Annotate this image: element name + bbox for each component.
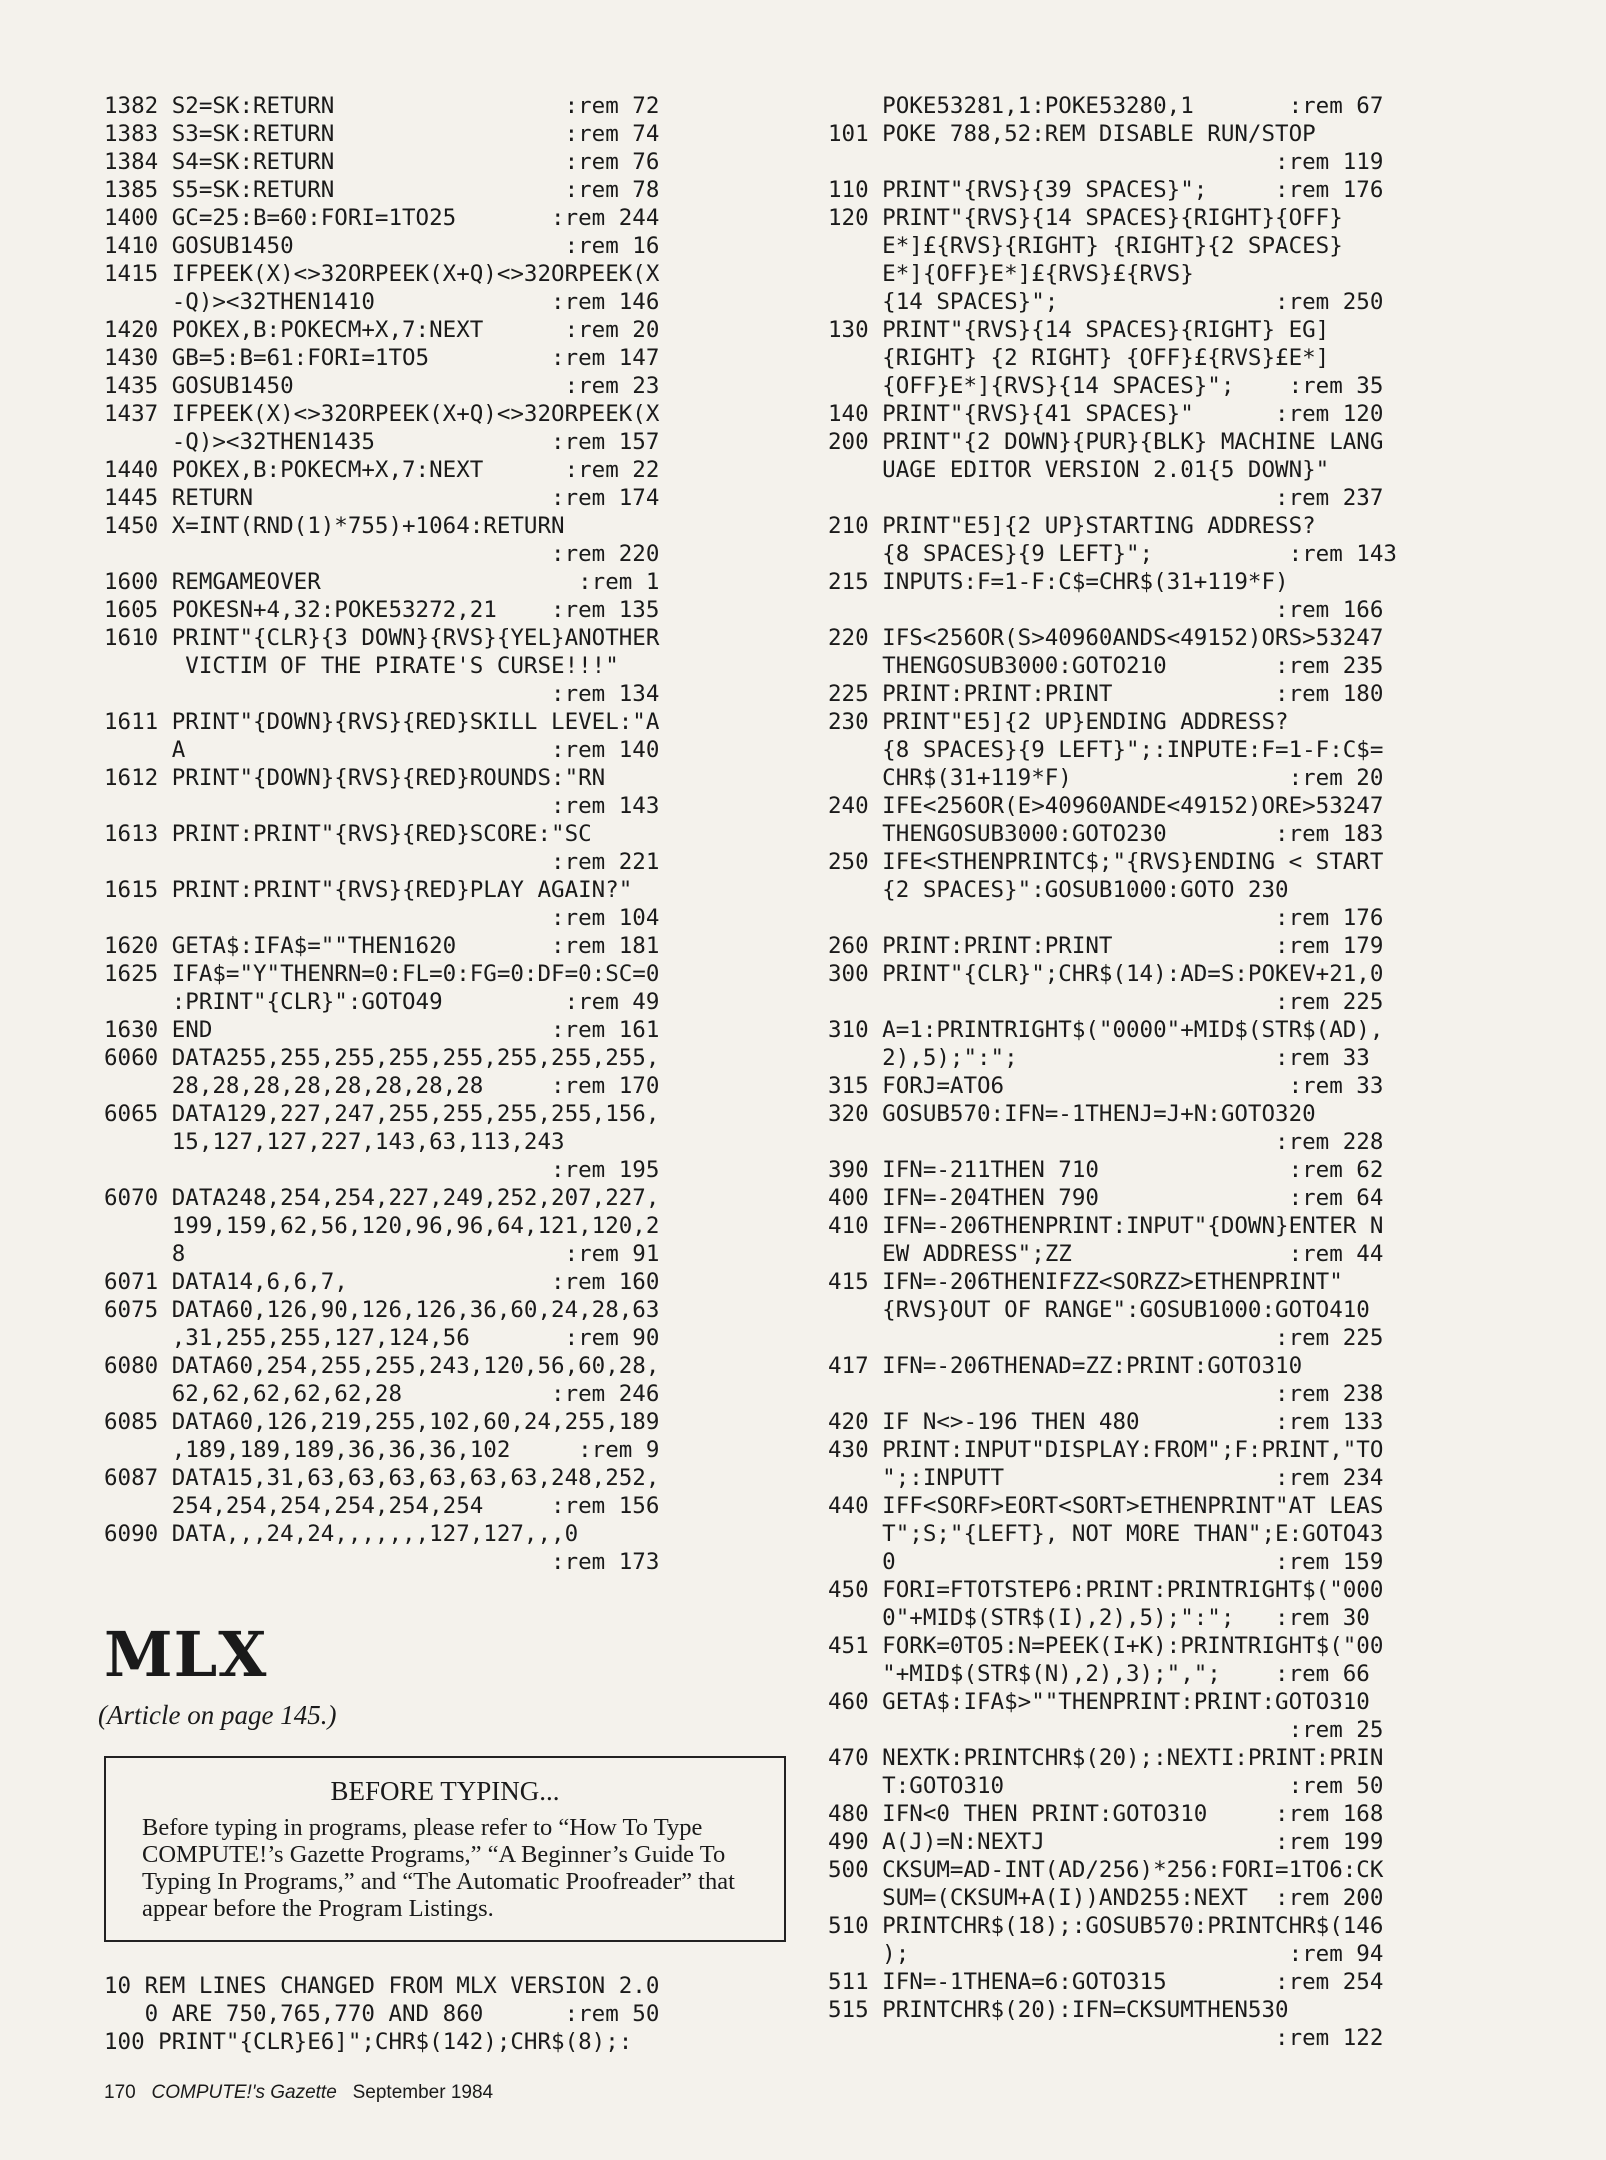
code-line: 1600 REMGAMEOVER :rem 1 xyxy=(104,569,660,595)
code-line: 420 IF N<>-196 THEN 480 :rem 133 xyxy=(828,1409,1384,1435)
code-line: 1630 END :rem 161 xyxy=(104,1017,660,1043)
code-line: E*]{OFF}E*]£{RVS}£{RVS} xyxy=(828,261,1194,287)
left-column xyxy=(98,92,794,2056)
code-line: 470 NEXTK:PRINTCHR$(20);:NEXTI:PRINT:PRIN xyxy=(828,1745,1384,1771)
code-line: 8 :rem 91 xyxy=(104,1241,660,1267)
code-line: 1410 GOSUB1450 :rem 16 xyxy=(104,233,660,259)
section-title: MLX xyxy=(104,1618,268,1691)
code-line: 1435 GOSUB1450 :rem 23 xyxy=(104,373,660,399)
code-line: 6071 DATA14,6,6,7, :rem 160 xyxy=(104,1269,660,1295)
code-line: 6060 DATA255,255,255,255,255,255,255,255, xyxy=(104,1045,660,1071)
code-line: {RIGHT} {2 RIGHT} {OFF}£{RVS}£E*] xyxy=(828,345,1330,371)
code-line: :rem 237 xyxy=(828,485,1384,511)
code-line: 6075 DATA60,126,90,126,126,36,60,24,28,63 xyxy=(104,1297,660,1323)
code-line: 315 FORJ=ATO6 :rem 33 xyxy=(828,1073,1384,1099)
code-line: 1450 X=INT(RND(1)*755)+1064:RETURN xyxy=(104,513,565,539)
code-line: 6065 DATA129,227,247,255,255,255,255,156, xyxy=(104,1101,660,1127)
article-reference: (Article on page 145.) xyxy=(98,1700,337,1730)
code-line: :rem 228 xyxy=(828,1129,1384,1155)
code-line: :rem 221 xyxy=(104,849,660,875)
page-footer xyxy=(104,2082,493,2104)
code-line: 410 IFN=-206THENPRINT:INPUT"{DOWN}ENTER N xyxy=(828,1213,1384,1239)
code-line: 300 PRINT"{CLR}";CHR$(14):AD=S:POKEV+21,0 xyxy=(828,961,1384,987)
code-line: :rem 238 xyxy=(828,1381,1384,1407)
code-line: 417 IFN=-206THENAD=ZZ:PRINT:GOTO310 xyxy=(828,1353,1303,1379)
before-typing-box xyxy=(104,1756,786,1942)
code-line: 1384 S4=SK:RETURN :rem 76 xyxy=(104,149,660,175)
code-line: 320 GOSUB570:IFN=-1THENJ=J+N:GOTO320 xyxy=(828,1101,1316,1127)
code-line: 10 REM LINES CHANGED FROM MLX VERSION 2.0 xyxy=(104,1973,660,1999)
code-line: -Q)><32THEN1410 :rem 146 xyxy=(104,289,660,315)
program-listing-mlx xyxy=(828,92,1508,2052)
code-line: :PRINT"{CLR}":GOTO49 :rem 49 xyxy=(104,989,660,1015)
code-line: THENGOSUB3000:GOTO210 :rem 235 xyxy=(828,653,1384,679)
code-line: 1383 S3=SK:RETURN :rem 74 xyxy=(104,121,660,147)
issue-date: September 1984 xyxy=(352,2082,494,2103)
code-line: ,189,189,189,36,36,36,102 :rem 9 xyxy=(104,1437,660,1463)
code-line: 1610 PRINT"{CLR}{3 DOWN}{RVS}{YEL}ANOTHER xyxy=(104,625,660,651)
code-line: {8 SPACES}{9 LEFT}"; :rem 143 xyxy=(828,541,1397,567)
code-line: 0 ARE 750,765,770 AND 860 :rem 50 xyxy=(104,2001,660,2027)
code-line: :rem 166 xyxy=(828,597,1384,623)
code-line: 510 PRINTCHR$(18);:GOSUB570:PRINTCHR$(146 xyxy=(828,1913,1384,1939)
code-line: T:GOTO310 :rem 50 xyxy=(828,1773,1384,1799)
code-line: :rem 25 xyxy=(828,1717,1384,1743)
code-line: 6090 DATA,,,24,24,,,,,,,127,127,,,0 xyxy=(104,1521,579,1547)
code-line: 2),5);":"; :rem 33 xyxy=(828,1045,1370,1071)
code-line: 1620 GETA$:IFA$=""THEN1620 :rem 181 xyxy=(104,933,660,959)
code-line: 1611 PRINT"{DOWN}{RVS}{RED}SKILL LEVEL:"A xyxy=(104,709,660,735)
code-line: {2 SPACES}":GOSUB1000:GOTO 230 xyxy=(828,877,1289,903)
code-line: 1605 POKESN+4,32:POKE53272,21 :rem 135 xyxy=(104,597,660,623)
code-line: 1625 IFA$="Y"THENRN=0:FL=0:FG=0:DF=0:SC=0 xyxy=(104,961,660,987)
code-line: THENGOSUB3000:GOTO230 :rem 183 xyxy=(828,821,1384,847)
code-line: -Q)><32THEN1435 :rem 157 xyxy=(104,429,660,455)
code-line: 15,127,127,227,143,63,113,243 xyxy=(104,1129,565,1155)
code-line: 460 GETA$:IFA$>""THENPRINT:PRINT:GOTO310 xyxy=(828,1689,1370,1715)
code-line: 140 PRINT"{RVS}{41 SPACES}" :rem 120 xyxy=(828,401,1384,427)
code-line: POKE53281,1:POKE53280,1 :rem 67 xyxy=(828,93,1384,119)
code-line: 1440 POKEX,B:POKECM+X,7:NEXT :rem 22 xyxy=(104,457,660,483)
code-line: 215 INPUTS:F=1-F:C$=CHR$(31+119*F) xyxy=(828,569,1289,595)
code-line: VICTIM OF THE PIRATE'S CURSE!!!" xyxy=(104,653,619,679)
code-line: :rem 195 xyxy=(104,1157,660,1183)
code-line: :rem 225 xyxy=(828,1325,1384,1351)
code-line: 1437 IFPEEK(X)<>32ORPEEK(X+Q)<>32ORPEEK(X xyxy=(104,401,660,427)
code-line: 451 FORK=0TO5:N=PEEK(I+K):PRINTRIGHT$("00 xyxy=(828,1633,1384,1659)
code-line: 415 IFN=-206THENIFZZ<SORZZ>ETHENPRINT" xyxy=(828,1269,1343,1295)
code-line: 210 PRINT"E5]{2 UP}STARTING ADDRESS? xyxy=(828,513,1316,539)
code-line: 450 FORI=FTOTSTEP6:PRINT:PRINTRIGHT$("000 xyxy=(828,1577,1384,1603)
code-line: 199,159,62,56,120,96,96,64,121,120,2 xyxy=(104,1213,660,1239)
code-line: :rem 119 xyxy=(828,149,1384,175)
code-line: 1615 PRINT:PRINT"{RVS}{RED}PLAY AGAIN?" xyxy=(104,877,633,903)
code-line: 220 IFS<256OR(S>40960ANDS<49152)ORS>53247 xyxy=(828,625,1384,651)
code-line: :rem 176 xyxy=(828,905,1384,931)
code-line: 6080 DATA60,254,255,255,243,120,56,60,28, xyxy=(104,1353,660,1379)
program-listing-game xyxy=(104,92,794,1576)
code-line: 110 PRINT"{RVS}{39 SPACES}"; :rem 176 xyxy=(828,177,1384,203)
code-line: :rem 122 xyxy=(828,2025,1384,2051)
code-line: {OFF}E*]{RVS}{14 SPACES}"; :rem 35 xyxy=(828,373,1384,399)
code-line: 6087 DATA15,31,63,63,63,63,63,63,248,252, xyxy=(104,1465,660,1491)
code-line: 310 A=1:PRINTRIGHT$("0000"+MID$(STR$(AD), xyxy=(828,1017,1384,1043)
code-line: :rem 225 xyxy=(828,989,1384,1015)
code-line: ";:INPUTT :rem 234 xyxy=(828,1465,1384,1491)
code-line: 1430 GB=5:B=61:FORI=1TO5 :rem 147 xyxy=(104,345,660,371)
code-line: "+MID$(STR$(N),2),3);","; :rem 66 xyxy=(828,1661,1370,1687)
code-line: A :rem 140 xyxy=(104,737,660,763)
code-line: 101 POKE 788,52:REM DISABLE RUN/STOP xyxy=(828,121,1316,147)
right-column xyxy=(828,92,1508,2052)
code-line: 480 IFN<0 THEN PRINT:GOTO310 :rem 168 xyxy=(828,1801,1384,1827)
code-line: 511 IFN=-1THENA=6:GOTO315 :rem 254 xyxy=(828,1969,1384,1995)
code-line: ); :rem 94 xyxy=(828,1941,1384,1967)
code-line: 6070 DATA248,254,254,227,249,252,207,227, xyxy=(104,1185,660,1211)
code-line: 400 IFN=-204THEN 790 :rem 64 xyxy=(828,1185,1384,1211)
code-line: 430 PRINT:INPUT"DISPLAY:FROM";F:PRINT,"TO xyxy=(828,1437,1384,1463)
code-line: 1613 PRINT:PRINT"{RVS}{RED}SCORE:"SC xyxy=(104,821,592,847)
page-number: 170 xyxy=(104,2082,136,2103)
box-title: BEFORE TYPING... xyxy=(330,1776,560,1806)
code-line: 6085 DATA60,126,219,255,102,60,24,255,189 xyxy=(104,1409,660,1435)
code-line: EW ADDRESS";ZZ :rem 44 xyxy=(828,1241,1384,1267)
code-line: 1415 IFPEEK(X)<>32ORPEEK(X+Q)<>32ORPEEK(X xyxy=(104,261,660,287)
code-line: 130 PRINT"{RVS}{14 SPACES}{RIGHT} EG] xyxy=(828,317,1330,343)
code-line: 260 PRINT:PRINT:PRINT :rem 179 xyxy=(828,933,1384,959)
code-line: 28,28,28,28,28,28,28,28 :rem 170 xyxy=(104,1073,660,1099)
code-line: :rem 134 xyxy=(104,681,660,707)
code-line: :rem 220 xyxy=(104,541,660,567)
code-line: 1445 RETURN :rem 174 xyxy=(104,485,660,511)
code-line: UAGE EDITOR VERSION 2.01{5 DOWN}" xyxy=(828,457,1330,483)
code-line: 254,254,254,254,254,254 :rem 156 xyxy=(104,1493,660,1519)
code-line: 1420 POKEX,B:POKECM+X,7:NEXT :rem 20 xyxy=(104,317,660,343)
code-line: 100 PRINT"{CLR}E6]";CHR$(142);CHR$(8);: xyxy=(104,2029,633,2055)
code-line: {14 SPACES}"; :rem 250 xyxy=(828,289,1384,315)
code-line: 120 PRINT"{RVS}{14 SPACES}{RIGHT}{OFF} xyxy=(828,205,1343,231)
code-line: SUM=(CKSUM+A(I))AND255:NEXT :rem 200 xyxy=(828,1885,1384,1911)
code-line: CHR$(31+119*F) :rem 20 xyxy=(828,765,1384,791)
code-line: 1612 PRINT"{DOWN}{RVS}{RED}ROUNDS:"RN xyxy=(104,765,606,791)
code-line: 62,62,62,62,62,28 :rem 246 xyxy=(104,1381,660,1407)
publication-name: COMPUTE!'s Gazette xyxy=(151,2082,337,2103)
code-line: 230 PRINT"E5]{2 UP}ENDING ADDRESS? xyxy=(828,709,1289,735)
code-line: 200 PRINT"{2 DOWN}{PUR}{BLK} MACHINE LANG xyxy=(828,429,1384,455)
code-line: 1385 S5=SK:RETURN :rem 78 xyxy=(104,177,660,203)
code-line: :rem 173 xyxy=(104,1549,660,1575)
code-line: 250 IFE<STHENPRINTC$;"{RVS}ENDING < START xyxy=(828,849,1384,875)
program-listing-mlx-start xyxy=(104,1972,794,2056)
code-line: 0 :rem 159 xyxy=(828,1549,1384,1575)
code-line: 390 IFN=-211THEN 710 :rem 62 xyxy=(828,1157,1384,1183)
code-line: 240 IFE<256OR(E>40960ANDE<49152)ORE>53247 xyxy=(828,793,1384,819)
code-line: 1382 S2=SK:RETURN :rem 72 xyxy=(104,93,660,119)
code-line: :rem 104 xyxy=(104,905,660,931)
code-line: {8 SPACES}{9 LEFT}";:INPUTE:F=1-F:C$= xyxy=(828,737,1384,763)
code-line: 500 CKSUM=AD-INT(AD/256)*256:FORI=1TO6:CK xyxy=(828,1857,1384,1883)
code-line: {RVS}OUT OF RANGE":GOSUB1000:GOTO410 xyxy=(828,1297,1370,1323)
code-line: T";S;"{LEFT}, NOT MORE THAN";E:GOTO43 xyxy=(828,1521,1384,1547)
code-line: ,31,255,255,127,124,56 :rem 90 xyxy=(104,1325,660,1351)
code-line: E*]£{RVS}{RIGHT} {RIGHT}{2 SPACES} xyxy=(828,233,1343,259)
code-line: 490 A(J)=N:NEXTJ :rem 199 xyxy=(828,1829,1384,1855)
code-line: :rem 143 xyxy=(104,793,660,819)
code-line: 1400 GC=25:B=60:FORI=1TO25 :rem 244 xyxy=(104,205,660,231)
box-text: Before typing in programs, please refer to “How To Type COMPUTE!’s Gazette Programs,” “A Beginner’s Guide To Typing In Programs,” and “The Automatic Proofreader” that appear before the Program Listings. xyxy=(142,1814,735,1922)
code-line: 515 PRINTCHR$(20):IFN=CKSUMTHEN530 xyxy=(828,1997,1289,2023)
code-line: 225 PRINT:PRINT:PRINT :rem 180 xyxy=(828,681,1384,707)
code-line: 440 IFF<SORF>EORT<SORT>ETHENPRINT"AT LEAS xyxy=(828,1493,1384,1519)
code-line: 0"+MID$(STR$(I),2),5);":"; :rem 30 xyxy=(828,1605,1370,1631)
